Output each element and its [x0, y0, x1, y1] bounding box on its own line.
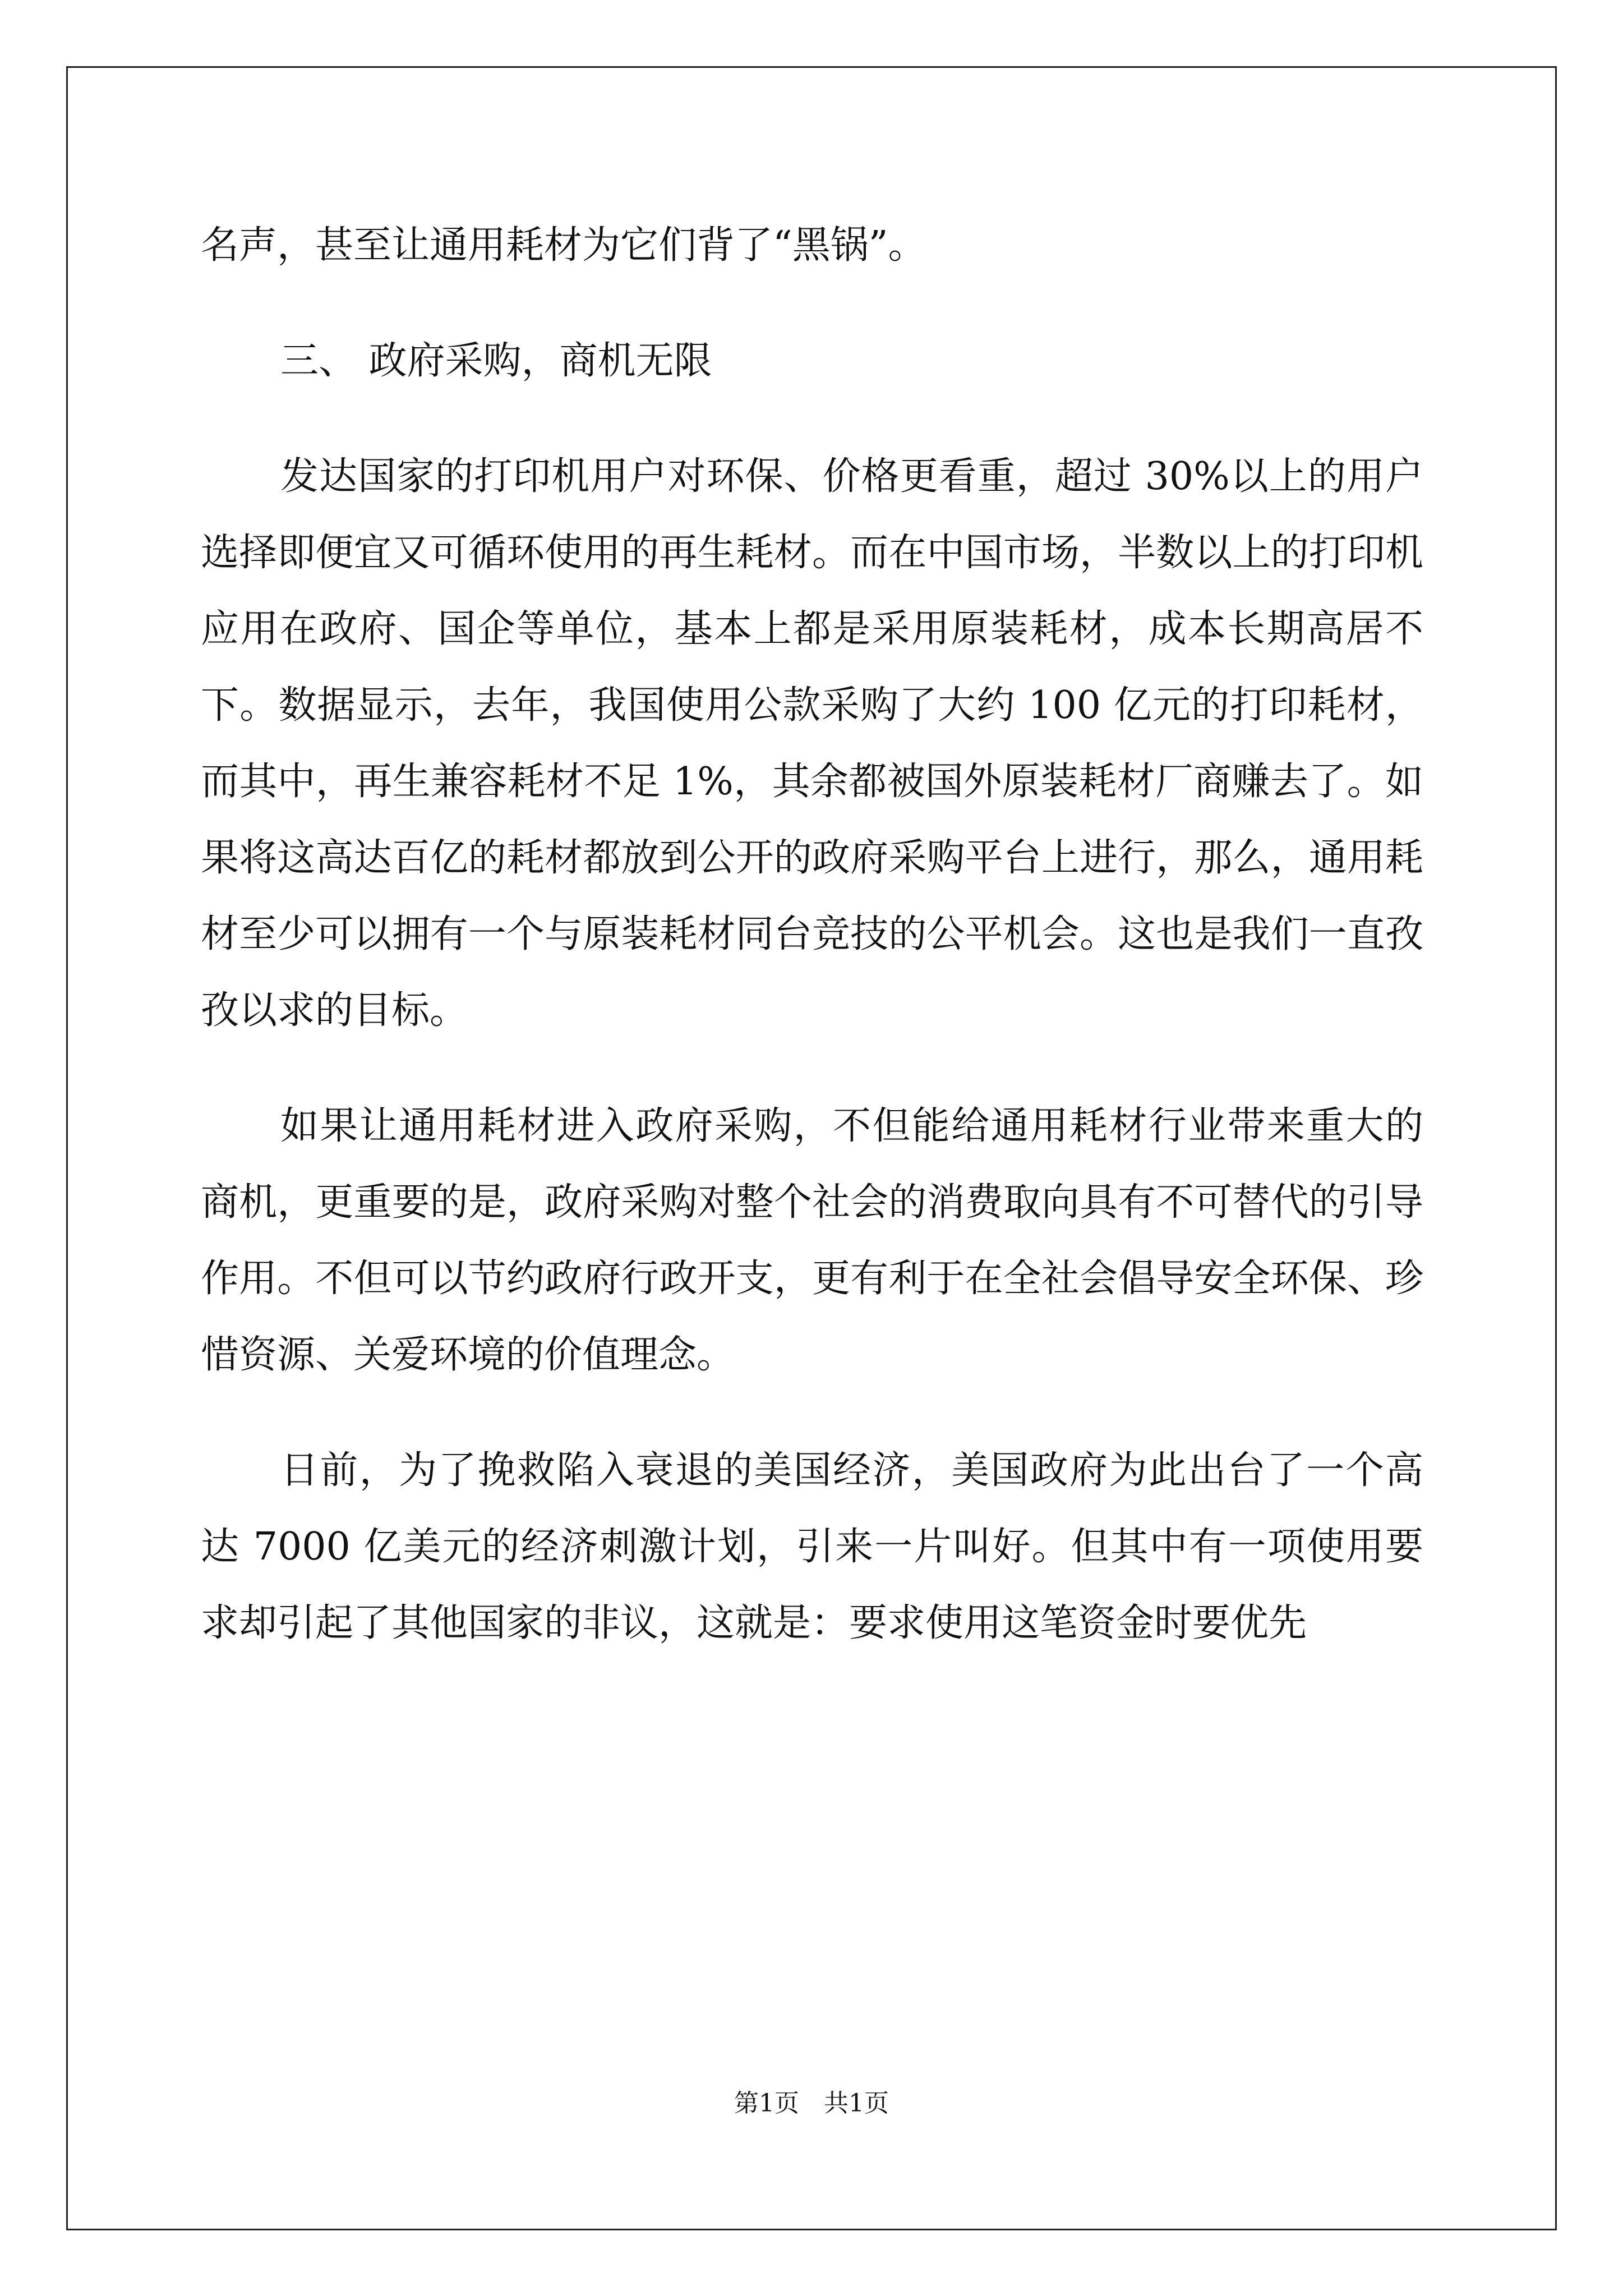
paragraph-gap: [201, 1049, 1423, 1088]
paragraph-gap: [201, 1393, 1423, 1433]
paragraph-continuation: 名声，甚至让通用耗材为它们背了“黑锅”。: [201, 223, 926, 268]
paragraph-1: 发达国家的打印机用户对环保、价格更看重，超过 30%以上的用户选择即便宜又可循环使用的再生耗材。而在中国市场，半数以上的打印机应用在政府、国企等单位，基本上都是采用原装耗材，成本长期高居不下。数据显示，去年，我国使用公款采购了大约 100 亿元的打印耗材，而其中，再生兼容耗材不足 1%，其余都被国外原装耗材厂商赚去了。如果将这高达百亿的耗材都放到公开的政府采购平台上进行，那么，通用耗材至少可以拥有一个与原装耗材同台竞技的公平机会。这也是我们一直孜孜以求的目标。: [201, 454, 1423, 1033]
paragraph-gap: [201, 284, 1423, 323]
paragraph-2: 如果让通用耗材进入政府采购，不但能给通用耗材行业带来重大的商机，更重要的是，政府采购对整个社会的消费取向具有不可替代的引导作用。不但可以节约政府行政开支，更有利于在全社会倡导安全环保、珍惜资源、关爱环境的价值理念。: [201, 1104, 1423, 1377]
paragraph-3: 日前，为了挽救陷入衰退的美国经济，美国政府为此出台了一个高达 7000 亿美元的经济刺激计划，引来一片叫好。但其中有一项使用要求却引起了其他国家的非议，这就是：要求使用这笔资金时要优先: [201, 1448, 1423, 1645]
page-footer: 第1页 共1页: [734, 2089, 889, 2118]
document-body: [201, 208, 1423, 1662]
paragraph-gap: [201, 399, 1423, 439]
section-heading: 三、 政府采购，商机无限: [280, 339, 712, 383]
